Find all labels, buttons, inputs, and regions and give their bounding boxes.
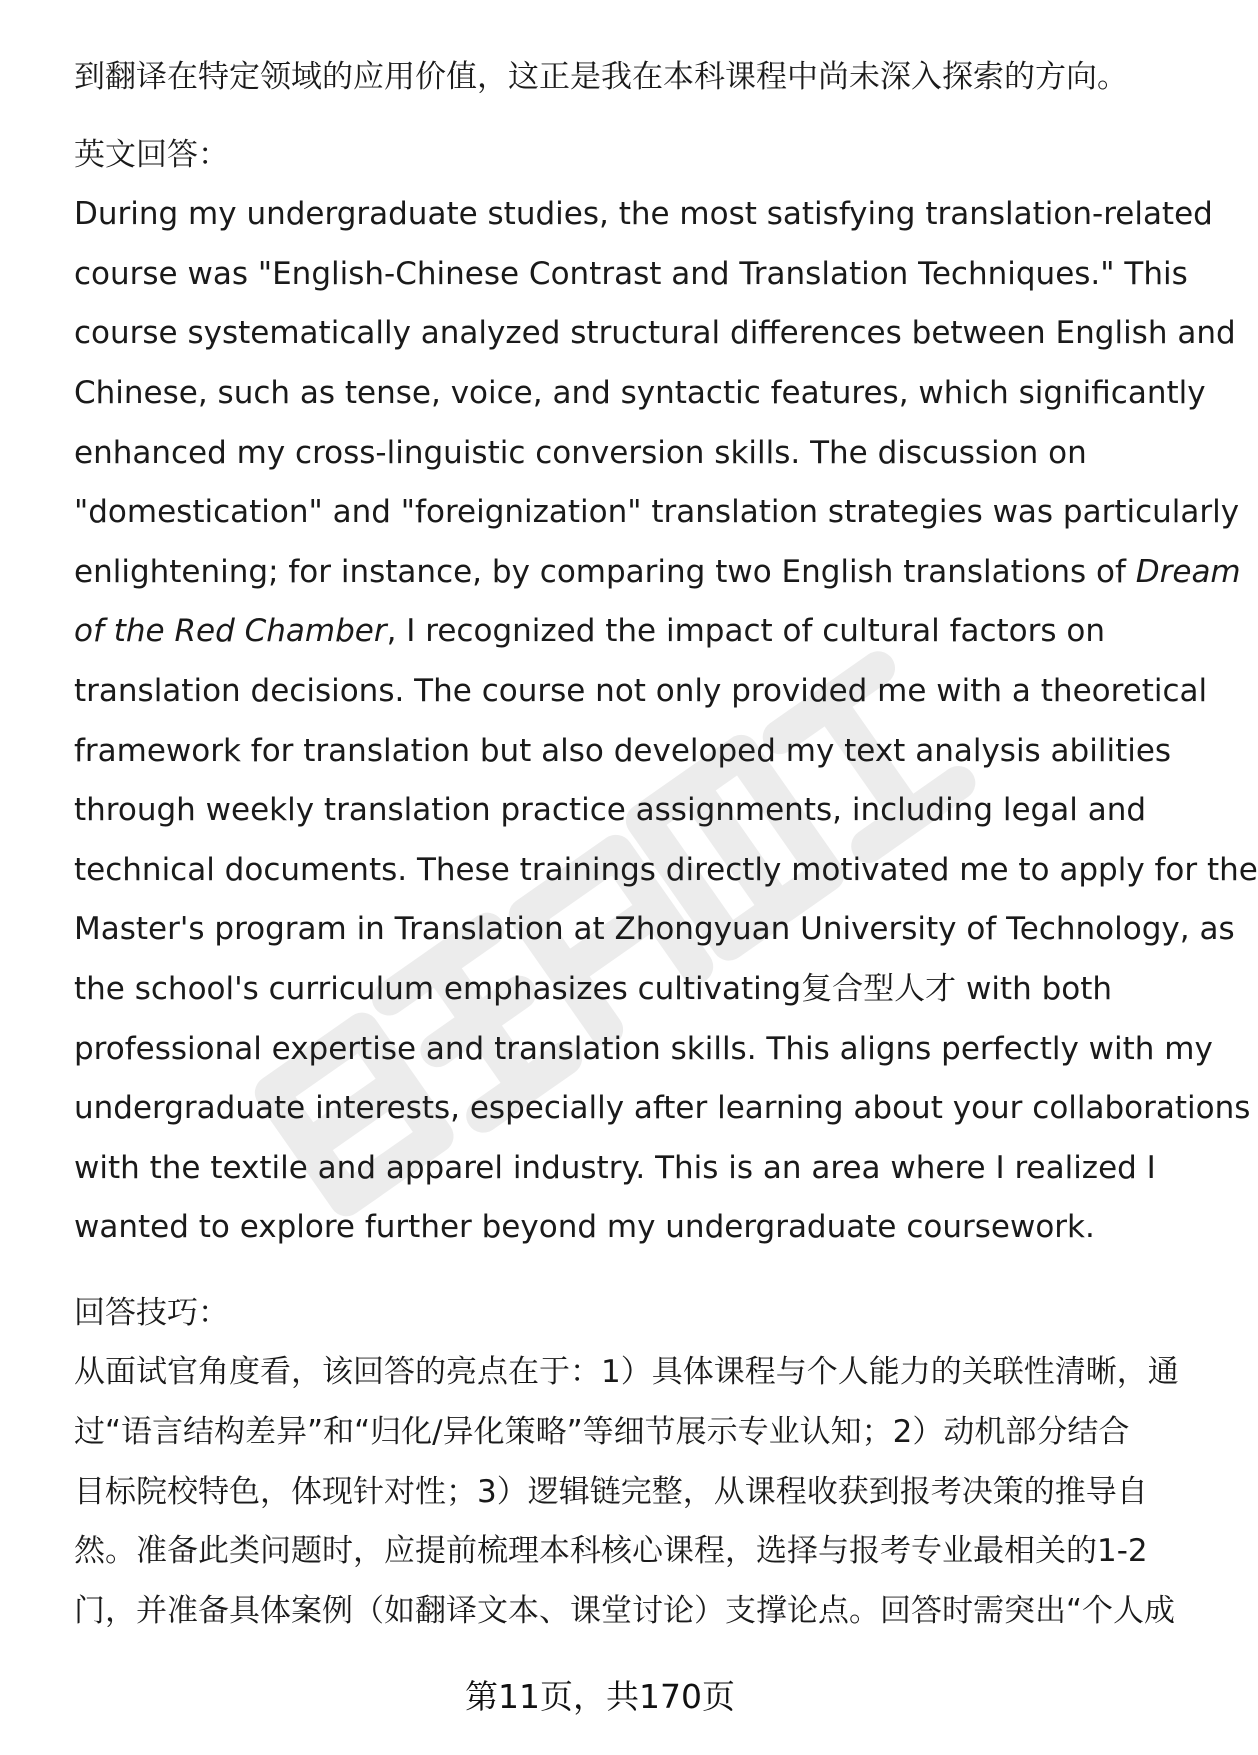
- english-line: framework for translation but also developed my text analysis abilities: [74, 732, 1172, 769]
- english-line: Chinese, such as tense, voice, and syntactic features, which significantly: [74, 374, 1206, 411]
- english-line-text: , I recognized the impact of cultural factors on: [386, 613, 1106, 650]
- intro-paragraph-tail: 到翻译在特定领域的应用价值，这正是我在本科课程中尚未深入探索的方向。: [74, 59, 1128, 95]
- tips-line: 过“语言结构差异”和“归化/异化策略”等细节展示专业认知；2）动机部分结合: [74, 1414, 1130, 1451]
- english-line-text: enlightening; for instance, by comparing two English translations of: [74, 553, 1136, 590]
- page-number: 第11页，共170页: [465, 1677, 735, 1716]
- english-line: with the textile and apparel industry. This is an area where I realized I: [74, 1149, 1156, 1186]
- book-title-italic: Dream: [1135, 553, 1241, 590]
- english-line: "domestication" and "foreignization" translation strategies was particularly: [74, 494, 1240, 531]
- answer-tips-heading: 回答技巧：: [74, 1294, 229, 1331]
- english-line: the school's curriculum emphasizes cultivating复合型人才 with both: [74, 970, 1113, 1007]
- english-line: undergraduate interests, especially after learning about your collaborations: [74, 1090, 1251, 1127]
- english-line: course systematically analyzed structural differences between English and: [74, 315, 1236, 352]
- tips-line: 门，并准备具体案例（如翻译文本、课堂讨论）支撑论点。回答时需突出“个人成: [74, 1592, 1176, 1629]
- answer-tips-paragraph: [74, 1343, 1179, 1641]
- english-line: translation decisions. The course not only provided me with a theoretical: [74, 672, 1208, 709]
- english-line: professional expertise and translation skills. This aligns perfectly with my: [74, 1030, 1213, 1067]
- tips-line: 然。准备此类问题时，应提前梳理本科核心课程，选择与报考专业最相关的1-2: [74, 1533, 1148, 1570]
- english-line: technical documents. These trainings directly motivated me to apply for the: [74, 851, 1258, 888]
- tips-line: 目标院校特色，体现针对性；3）逻辑链完整，从课程收获到报考决策的推导自: [74, 1473, 1148, 1510]
- english-line: through weekly translation practice assignments, including legal and: [74, 792, 1147, 829]
- english-line: Master's program in Translation at Zhongyuan University of Technology, as: [74, 911, 1235, 948]
- book-title-italic: of the Red Chamber: [74, 613, 387, 650]
- english-answer-heading: 英文回答：: [74, 136, 229, 173]
- english-line: [74, 602, 1154, 662]
- english-line: During my undergraduate studies, the most satisfying translation-related: [74, 196, 1213, 233]
- english-line: course was "English-Chinese Contrast and Translation Techniques." This: [74, 255, 1188, 292]
- english-line: wanted to explore further beyond my undergraduate coursework.: [74, 1209, 1095, 1246]
- document-body: [74, 48, 1258, 1641]
- english-answer-paragraph: [74, 185, 1258, 1258]
- english-line: [74, 543, 1241, 603]
- tips-line: 从面试官角度看，该回答的亮点在于：1）具体课程与个人能力的关联性清晰，通: [74, 1354, 1179, 1391]
- english-line: enhanced my cross-linguistic conversion skills. The discussion on: [74, 434, 1087, 471]
